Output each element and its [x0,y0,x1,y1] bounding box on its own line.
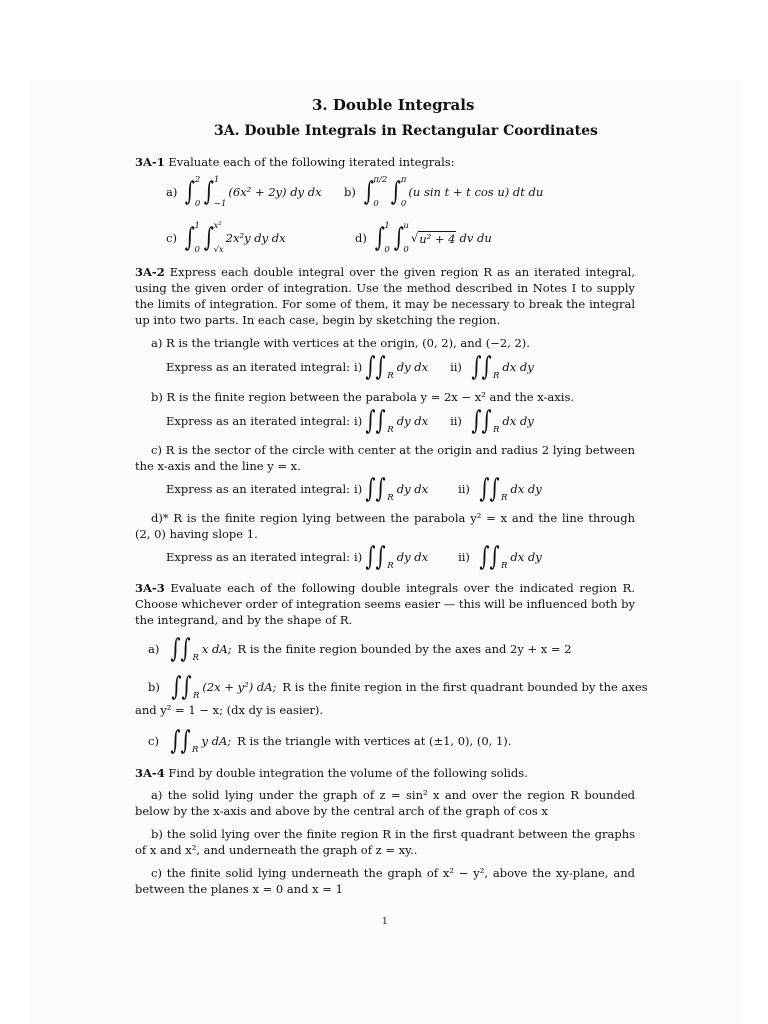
order-dxdy: dx dy [510,550,542,564]
radicand: u² + 4 [419,231,456,246]
region-sub: R [192,745,199,755]
integrand: (2x + y²) dA; [202,680,277,694]
integrand: 2x²y dy dx [225,231,286,245]
problem-label: 3A-3 [135,581,165,595]
express-row-a [166,350,534,384]
item-label: b) [344,185,356,199]
region-sub: R [192,653,199,663]
limits-outer: 1 0 [384,221,390,255]
i-label: i) [354,414,363,428]
express-row-c [166,472,542,506]
limits-outer: π/2 0 [373,175,388,209]
order-dydx: dy dx [396,550,429,564]
section-title: 3A. Double Integrals in Rectangular Coordinates [214,123,598,139]
i-label: i) [354,360,363,374]
express-row-b [166,404,534,438]
differentials: dv du [459,231,492,245]
item-label: b) [148,680,160,694]
region-sub: R [501,493,508,503]
double-integral-icon: ∫∫ [171,672,192,702]
problem-label: 3A-4 [135,766,165,780]
integral-d [355,218,492,258]
integral-sign-icon: ∫ [185,177,196,207]
part-d-text: d)* R is the finite region lying between the parabola y² = x and the line through (2, 0) having slope 1. [135,511,635,541]
integral-sign-icon: ∫ [203,223,214,253]
order-dydx: dy dx [396,482,429,496]
integral-3a3-b [148,670,648,704]
limits-inner: u 0 [403,221,409,255]
sqrt-icon: √ [410,231,419,245]
problem-text: Express each double integral over the given region R as an iterated integral, using the given order of integration. Use the method described in Notes I to supply the limits of integration. For some of them, it may be necessary to break the integral up into two parts. In each case, begin by sketching the region. [135,265,635,327]
i-label: i) [354,550,363,564]
region-text: R is the finite region in the first quadrant bounded by the axes [282,680,648,694]
integral-b [344,172,543,212]
order-dxdy: dx dy [502,360,534,374]
limits-inner: 1 −1 [213,175,227,209]
problem-text: Evaluate each of the following iterated integrals: [168,155,455,169]
integrand: (u sin t + t cos u) dt du [408,185,544,199]
limits-outer: 2 0 [194,175,201,209]
order-dxdy: dx dy [502,414,534,428]
double-integral-icon: ∫∫ [365,474,386,504]
limits-outer: 1 0 [194,221,200,255]
region-sub: R [493,371,500,381]
item-label: a) [148,642,160,656]
part-b-text: b) R is the finite region between the parabola y = 2x − x² and the x-axis. [151,390,575,404]
order-dydx: dy dx [396,360,429,374]
limits-inner: x² √x [213,221,224,255]
ii-label: ii) [458,550,470,564]
region-sub: R [387,371,394,381]
integral-3a3-c [148,724,511,758]
part-c-text: c) R is the sector of the circle with center at the origin and radius 2 lying between the x-axis and the line y = x. [135,443,635,473]
integral-c [166,218,286,258]
item-label: c) [148,734,159,748]
order-dxdy: dx dy [510,482,542,496]
express-label: Express as an iterated integral: [166,482,351,496]
integrand: (6x² + 2y) dy dx [228,185,322,199]
express-label: Express as an iterated integral: [166,360,351,374]
double-integral-icon: ∫∫ [170,726,191,756]
double-integral-icon: ∫∫ [479,542,500,572]
region-sub: R [387,493,394,503]
problem-3a1-intro [135,154,455,170]
item-label: d) [355,231,367,245]
item-label: a) [166,185,178,199]
integral-sign-icon: ∫ [363,177,374,207]
problem-3a3-intro [135,580,635,628]
problem-text: Evaluate each of the following double integrals over the indicated region R. Choose whichever order of integration seems easier — this will be influenced both by the integrand, and by the shape of R. [135,581,635,627]
integral-sign-icon: ∫ [390,177,402,207]
region-text: R is the triangle with vertices at (±1, 0), (0, 1). [237,734,512,748]
integral-3a3-a [148,632,572,666]
integral-sign-icon: ∫ [184,223,195,253]
problem-3a4-intro [135,765,528,781]
ii-label: ii) [450,360,462,374]
double-integral-icon: ∫∫ [365,352,386,382]
double-integral-icon: ∫∫ [365,406,386,436]
region-sub: R [387,561,394,571]
problem-text: Find by double integration the volume of the following solids. [168,766,528,780]
region-sub: R [192,691,200,701]
part-a-text: a) R is the triangle with vertices at the origin, (0, 2), and (−2, 2). [151,336,530,350]
express-row-d [166,540,542,574]
order-dydx: dy dx [396,414,429,428]
problem-label: 3A-2 [135,265,165,279]
problem-label: 3A-1 [135,155,165,169]
region-sub: R [493,425,500,435]
region-text: R is the finite region bounded by the axes and 2y + x = 2 [237,642,572,656]
part-a-text: a) the solid lying under the graph of z = sin² x and over the region R bounded below by the x-axis and above by the central arch of the graph of cos x [135,788,635,818]
express-label: Express as an iterated integral: [166,550,351,564]
double-integral-icon: ∫∫ [471,406,492,436]
problem-3a2-intro [135,264,635,328]
part-b-continued: and y² = 1 − x; (dx dy is easier). [135,703,324,717]
region-sub: R [501,561,508,571]
integral-sign-icon: ∫ [393,223,404,253]
double-integral-icon: ∫∫ [471,352,492,382]
region-sub: R [387,425,394,435]
i-label: i) [354,482,363,496]
ii-label: ii) [450,414,462,428]
part-b-text: b) the solid lying over the finite region R in the first quadrant between the graphs of x and x², and underneath the graph of z = xy.. [135,827,635,857]
page-number: 1 [382,917,388,927]
ii-label: ii) [458,482,470,496]
part-c-text: c) the finite solid lying underneath the graph of x² − y², above the xy-plane, and between the planes x = 0 and x = 1 [135,866,635,896]
express-label: Express as an iterated integral: [166,414,351,428]
double-integral-icon: ∫∫ [479,474,500,504]
double-integral-icon: ∫∫ [170,634,192,664]
double-integral-icon: ∫∫ [365,542,386,572]
limits-inner: π 0 [400,175,407,209]
integral-a [166,172,322,212]
integral-sign-icon: ∫ [374,223,385,253]
page-title: 3. Double Integrals [312,96,475,114]
item-label: c) [166,231,177,245]
integrand: y dA; [201,734,232,748]
integrand: x dA; [201,642,232,656]
integral-sign-icon: ∫ [204,177,215,207]
